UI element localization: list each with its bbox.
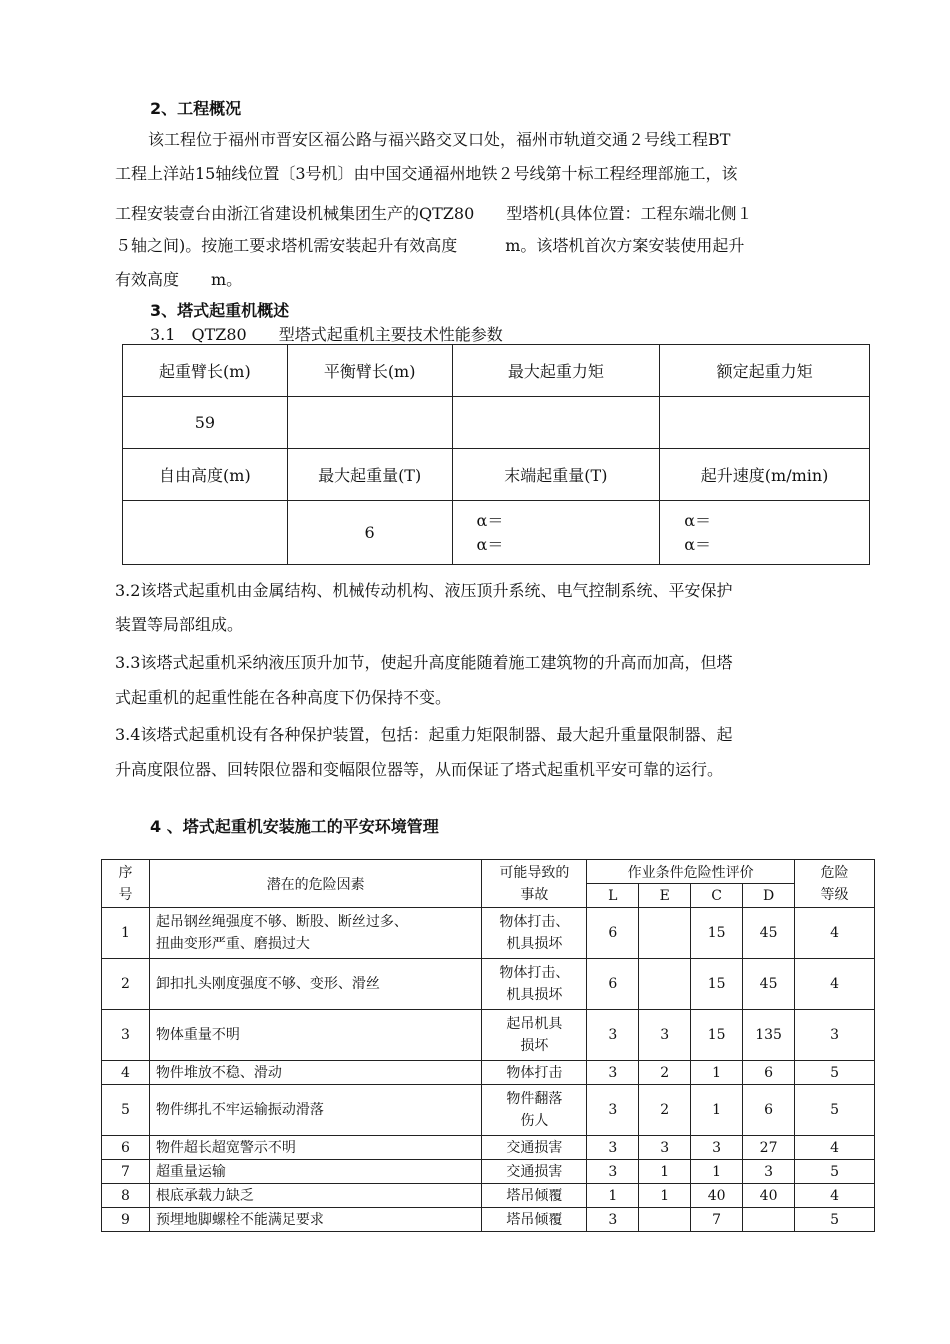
- factor-text: 根底承载力缺乏: [155, 1187, 254, 1204]
- row-no-cell: 8: [102, 1184, 150, 1208]
- spec-table-row: [123, 397, 870, 449]
- accident-text: 起吊机具: [506, 1016, 563, 1032]
- row-no-cell: 7: [102, 1160, 150, 1184]
- row-E-cell: [639, 1208, 691, 1232]
- row-factor-cell: [149, 1061, 482, 1085]
- header-text: 可能导致的: [499, 864, 570, 881]
- row-factor-cell: [149, 959, 482, 1010]
- row-level-cell: 5: [795, 1061, 875, 1085]
- alpha-value: α＝: [684, 534, 712, 554]
- accident-text: 机具损坏: [506, 936, 563, 952]
- spec-value-cell: 59: [123, 397, 288, 449]
- accident-text: 塔吊倾覆: [506, 1187, 563, 1204]
- row-L-cell: 3: [587, 1061, 639, 1085]
- risk-table-header-row: [102, 860, 875, 884]
- row-D-cell: 27: [743, 1136, 795, 1160]
- section-2-heading: 2、工程概况: [150, 99, 242, 118]
- section-2-line-4: ５轴之间)。按施工要求塔机需安装起升有效高度 m。该塔机首次方案安装使用起升: [115, 236, 745, 255]
- factor-text: 物体重量不明: [155, 1027, 240, 1043]
- row-L-cell: 6: [587, 959, 639, 1010]
- spec-header-cell: 平衡臂长(m): [287, 345, 452, 397]
- row-accident-cell: [482, 959, 587, 1010]
- row-factor-cell: [149, 1160, 482, 1184]
- row-D-cell: 6: [743, 1061, 795, 1085]
- row-L-cell: 1: [587, 1184, 639, 1208]
- para-3-3-line-1: 3.3该塔式起重机采纳液压顶升加节，使起升高度能随着施工建筑物的升高而加高，但塔: [115, 653, 733, 672]
- row-E-cell: 3: [639, 1136, 691, 1160]
- row-C-cell: 1: [691, 1160, 743, 1184]
- spec-header-cell: 额定起重力矩: [660, 345, 870, 397]
- row-no-cell: 2: [102, 959, 150, 1010]
- table-row: [102, 959, 875, 1010]
- row-D-cell: 6: [743, 1085, 795, 1136]
- spec-value-cell: [660, 501, 870, 565]
- row-no-cell: 3: [102, 1010, 150, 1061]
- factor-text: 物件绑扎不牢运输振动滑落: [155, 1102, 324, 1118]
- accident-text: 物体打击、: [499, 914, 570, 930]
- spec-table-row: [123, 345, 870, 397]
- spec-table-row: [123, 501, 870, 565]
- factor-text: 起吊钢丝绳强度不够、断股、断丝过多、: [155, 914, 408, 930]
- row-E-cell: 2: [639, 1085, 691, 1136]
- para-3-4-line-1: 3.4该塔式起重机设有各种保护装置，包括：起重力矩限制器、最大起升重量限制器、起: [115, 725, 733, 744]
- row-L-cell: 3: [587, 1208, 639, 1232]
- table-row: [102, 908, 875, 959]
- factor-text: 超重量运输: [155, 1163, 226, 1180]
- accident-text: 损坏: [520, 1038, 549, 1054]
- row-E-cell: 1: [639, 1184, 691, 1208]
- para-3-2-line-1: 3.2该塔式起重机由金属结构、机械传动机构、液压顶升系统、电气控制系统、平安保护: [115, 581, 733, 600]
- para-3-2-line-2: 装置等局部组成。: [115, 615, 244, 634]
- accident-text: 伤人: [520, 1113, 549, 1129]
- row-L-cell: 3: [587, 1160, 639, 1184]
- factor-text: 物件超长超宽警示不明: [155, 1139, 296, 1156]
- spec-table: [122, 344, 870, 565]
- row-D-cell: [743, 1208, 795, 1232]
- row-factor-cell: [149, 1184, 482, 1208]
- row-C-cell: 15: [691, 908, 743, 959]
- header-evaluation: 作业条件危险性评价: [587, 860, 795, 884]
- row-accident-cell: [482, 1085, 587, 1136]
- row-D-cell: 45: [743, 908, 795, 959]
- row-C-cell: 3: [691, 1136, 743, 1160]
- row-level-cell: 5: [795, 1160, 875, 1184]
- header-E: E: [639, 884, 691, 908]
- spec-header-cell: 自由高度(m): [123, 449, 288, 501]
- row-level-cell: 5: [795, 1208, 875, 1232]
- factor-text: 卸扣扎头刚度强度不够、变形、滑丝: [155, 976, 380, 992]
- para-3-3-line-2: 式起重机的起重性能在各种高度下仍保持不变。: [115, 688, 452, 707]
- spec-value-cell: 6: [287, 501, 452, 565]
- row-accident-cell: [482, 1136, 587, 1160]
- row-C-cell: 15: [691, 959, 743, 1010]
- row-L-cell: 3: [587, 1136, 639, 1160]
- header-C: C: [691, 884, 743, 908]
- row-D-cell: 135: [743, 1010, 795, 1061]
- row-D-cell: 3: [743, 1160, 795, 1184]
- table-row: [102, 1136, 875, 1160]
- section-4-heading: 4 、塔式起重机安装施工的平安环境管理: [150, 817, 439, 836]
- section-2-line-1: 该工程位于福州市晋安区福公路与福兴路交叉口处，福州市轨道交通２号线工程BT: [148, 130, 731, 149]
- section-2-line-5: 有效高度 m。: [115, 270, 243, 289]
- spec-header-cell: 最大起重力矩: [452, 345, 660, 397]
- row-level-cell: 3: [795, 1010, 875, 1061]
- header-text: 号: [118, 886, 133, 903]
- accident-text: 机具损坏: [506, 987, 563, 1003]
- accident-text: 交通损害: [506, 1139, 563, 1156]
- header-level: [795, 860, 875, 908]
- accident-text: 交通损害: [506, 1163, 563, 1180]
- row-E-cell: [639, 908, 691, 959]
- header-L: L: [587, 884, 639, 908]
- spec-table-row: [123, 449, 870, 501]
- row-L-cell: 3: [587, 1085, 639, 1136]
- row-level-cell: 5: [795, 1085, 875, 1136]
- row-no-cell: 4: [102, 1061, 150, 1085]
- row-accident-cell: [482, 908, 587, 959]
- header-text: 危险: [820, 864, 849, 881]
- row-level-cell: 4: [795, 959, 875, 1010]
- table-row: [102, 1160, 875, 1184]
- spec-header-cell: 末端起重量(T): [452, 449, 660, 501]
- row-level-cell: 4: [795, 1136, 875, 1160]
- alpha-value: α＝: [476, 534, 504, 554]
- row-E-cell: 3: [639, 1010, 691, 1061]
- accident-text: 物体打击、: [499, 965, 570, 981]
- accident-text: 物件翻落: [506, 1091, 563, 1107]
- row-E-cell: 1: [639, 1160, 691, 1184]
- row-level-cell: 4: [795, 1184, 875, 1208]
- row-accident-cell: [482, 1184, 587, 1208]
- row-accident-cell: [482, 1160, 587, 1184]
- row-accident-cell: [482, 1208, 587, 1232]
- row-D-cell: 40: [743, 1184, 795, 1208]
- spec-value-cell: [452, 397, 660, 449]
- row-C-cell: 15: [691, 1010, 743, 1061]
- alpha-value: α＝: [684, 510, 712, 530]
- table-row: [102, 1010, 875, 1061]
- factor-text: 扭曲变形严重、磨损过大: [155, 936, 310, 952]
- table-row: [102, 1208, 875, 1232]
- table-row: [102, 1085, 875, 1136]
- section-2-line-3: 工程安装壹台由浙江省建设机械集团生产的QTZ80 型塔机(具体位置：工程东端北侧１: [115, 204, 753, 223]
- row-no-cell: 6: [102, 1136, 150, 1160]
- row-accident-cell: [482, 1061, 587, 1085]
- factor-text: 物件堆放不稳、滑动: [155, 1064, 282, 1081]
- row-C-cell: 40: [691, 1184, 743, 1208]
- header-no: [102, 860, 150, 908]
- row-factor-cell: [149, 1136, 482, 1160]
- row-C-cell: 1: [691, 1085, 743, 1136]
- section-3-1-title: 3.1 QTZ80 型塔式起重机主要技术性能参数: [150, 325, 503, 344]
- row-no-cell: 5: [102, 1085, 150, 1136]
- risk-table: [101, 859, 875, 1232]
- spec-header-cell: 起重臂长(m): [123, 345, 288, 397]
- spec-header-cell: 起升速度(m/min): [660, 449, 870, 501]
- row-factor-cell: [149, 1085, 482, 1136]
- row-E-cell: 2: [639, 1061, 691, 1085]
- row-accident-cell: [482, 1010, 587, 1061]
- row-C-cell: 1: [691, 1061, 743, 1085]
- header-text: 事故: [520, 886, 549, 903]
- row-L-cell: 6: [587, 908, 639, 959]
- table-row: [102, 1184, 875, 1208]
- section-2-line-2: 工程上洋站15轴线位置〔3号机〕由中国交通福州地铁２号线第十标工程经理部施工，该: [115, 164, 738, 183]
- header-D: D: [743, 884, 795, 908]
- accident-text: 物体打击: [506, 1064, 563, 1081]
- header-text: 等级: [820, 886, 849, 903]
- row-level-cell: 4: [795, 908, 875, 959]
- spec-value-cell: [123, 501, 288, 565]
- row-no-cell: 9: [102, 1208, 150, 1232]
- row-E-cell: [639, 959, 691, 1010]
- row-C-cell: 7: [691, 1208, 743, 1232]
- row-L-cell: 3: [587, 1010, 639, 1061]
- section-3-heading: 3、塔式起重机概述: [150, 301, 290, 320]
- row-D-cell: 45: [743, 959, 795, 1010]
- factor-text: 预埋地脚螺栓不能满足要求: [155, 1211, 324, 1228]
- spec-value-cell: [660, 397, 870, 449]
- row-no-cell: 1: [102, 908, 150, 959]
- header-accident: [482, 860, 587, 908]
- spec-value-cell: [452, 501, 660, 565]
- header-text: 序: [118, 864, 133, 881]
- accident-text: 塔吊倾覆: [506, 1211, 563, 1228]
- para-3-4-line-2: 升高度限位器、回转限位器和变幅限位器等，从而保证了塔式起重机平安可靠的运行。: [115, 760, 724, 779]
- alpha-value: α＝: [476, 510, 504, 530]
- table-row: [102, 1061, 875, 1085]
- row-factor-cell: [149, 908, 482, 959]
- spec-value-cell: [287, 397, 452, 449]
- spec-header-cell: 最大起重量(T): [287, 449, 452, 501]
- row-factor-cell: [149, 1208, 482, 1232]
- header-factor: 潜在的危险因素: [149, 860, 482, 908]
- row-factor-cell: [149, 1010, 482, 1061]
